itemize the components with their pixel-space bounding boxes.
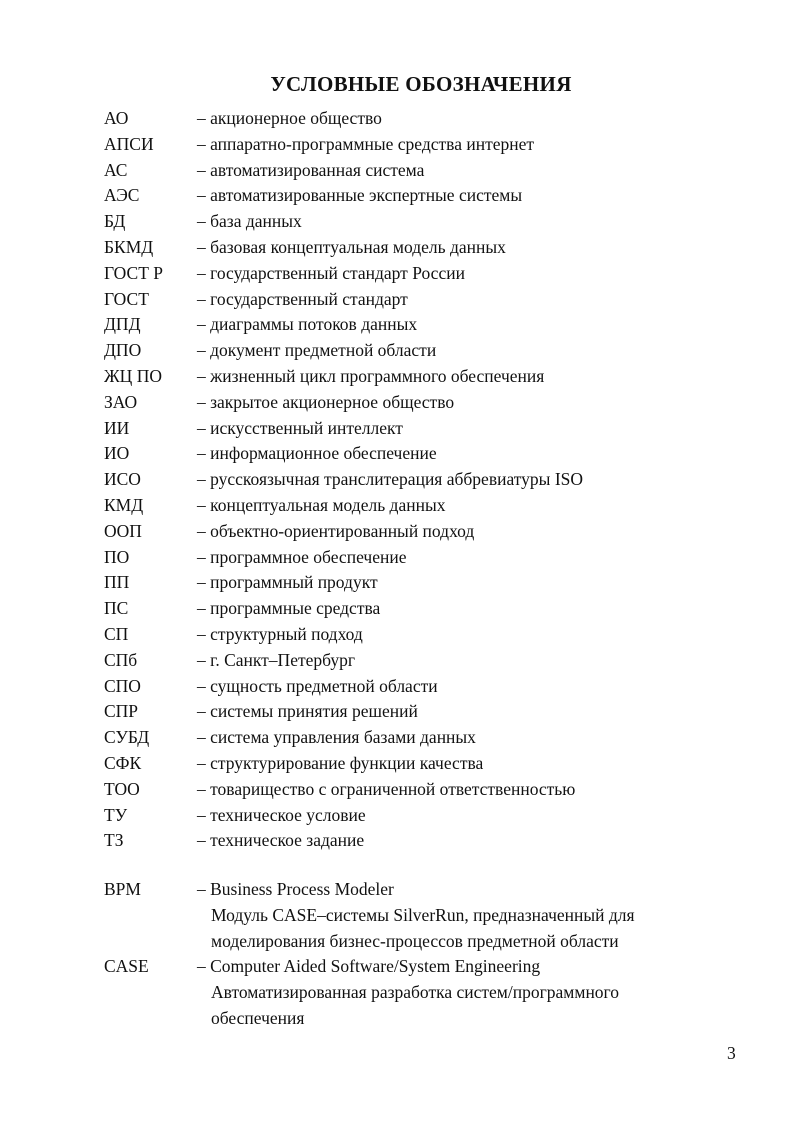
abbreviation-definition: – товарищество с ограниченной ответственностью: [197, 778, 576, 799]
abbreviation-definition: – базовая концептуальная модель данных: [197, 236, 506, 257]
abbreviation-term: ТОО: [104, 778, 140, 799]
abbreviation-definition: – диаграммы потоков данных: [197, 314, 418, 335]
english-term: CASE: [104, 956, 149, 977]
abbreviation-term: ТУ: [104, 804, 128, 825]
english-term-entry: [104, 954, 724, 1031]
abbreviation-term: АЭС: [104, 185, 140, 206]
english-term-entry: [104, 877, 724, 954]
abbreviation-term: АС: [104, 159, 128, 180]
abbreviation-row: [104, 287, 724, 313]
abbreviation-term: ТЗ: [104, 830, 124, 851]
abbreviation-row: [104, 648, 724, 674]
abbreviation-definition: – государственный стандарт России: [197, 262, 465, 283]
abbreviation-row: [104, 622, 724, 648]
abbreviation-definition: – автоматизированные экспертные системы: [197, 185, 523, 206]
abbreviation-row: [104, 725, 724, 751]
abbreviation-definition: – сущность предметной области: [197, 675, 438, 696]
abbreviation-term: БД: [104, 211, 126, 232]
abbreviation-term: СПО: [104, 675, 141, 696]
abbreviation-row: [104, 493, 724, 519]
abbreviation-row: [104, 545, 724, 571]
abbreviation-term: ПО: [104, 546, 130, 567]
abbreviation-definition: – структурный подход: [197, 623, 363, 644]
abbreviation-definition: – русскоязычная транслитерация аббревиатуры ISO: [197, 469, 584, 490]
abbreviation-term: ГОСТ: [104, 288, 149, 309]
english-term-description: Автоматизированная разработка систем/программного обеспечения: [211, 982, 620, 1028]
abbreviation-row: [104, 828, 724, 854]
abbreviation-term: БКМД: [104, 236, 154, 257]
abbreviation-row: [104, 803, 724, 829]
abbreviation-row: [104, 183, 724, 209]
english-term-expansion: – Computer Aided Software/System Engineering: [197, 956, 541, 977]
english-term-body: [197, 954, 724, 1031]
abbreviation-definition: – государственный стандарт: [197, 288, 408, 309]
english-term-expansion: – Business Process Modeler: [197, 879, 394, 899]
abbreviation-term: СУБД: [104, 727, 150, 748]
english-term: BPM: [104, 879, 141, 899]
abbreviation-term: СПб: [104, 649, 138, 670]
abbreviation-row: [104, 364, 724, 390]
abbreviation-term: ПС: [104, 598, 129, 619]
abbreviation-definition: – документ предметной области: [197, 340, 437, 361]
abbreviation-term: ООП: [104, 520, 142, 541]
abbreviation-term: ЗАО: [104, 391, 138, 412]
abbreviation-row: [104, 467, 724, 493]
abbreviation-row: [104, 777, 724, 803]
abbreviation-definition: – программные средства: [197, 598, 381, 619]
abbreviation-definition: – система управления базами данных: [197, 727, 476, 748]
abbreviation-definition: – информационное обеспечение: [197, 443, 437, 464]
abbreviation-row: [104, 261, 724, 287]
abbreviation-definition: – программное обеспечение: [197, 546, 407, 567]
abbreviation-term: СФК: [104, 752, 142, 773]
abbreviation-definition: – закрытое акционерное общество: [197, 391, 455, 412]
abbreviation-definition: – г. Санкт–Петербург: [197, 649, 356, 670]
abbreviation-row: [104, 416, 724, 442]
english-term-list: [104, 877, 724, 1032]
page-number: 3: [727, 1043, 736, 1063]
abbreviation-definition: – искусственный интеллект: [197, 417, 403, 438]
abbreviation-term: СПР: [104, 701, 139, 722]
abbreviation-definition: – автоматизированная система: [197, 159, 425, 180]
abbreviation-row: [104, 235, 724, 261]
english-term-body: [197, 877, 724, 954]
abbreviation-term: АПСИ: [104, 133, 154, 154]
abbreviation-term: СП: [104, 623, 129, 644]
abbreviation-definition: – объектно-ориентированный подход: [197, 520, 475, 541]
abbreviation-row: [104, 158, 724, 184]
abbreviation-definition: – техническое задание: [197, 830, 365, 851]
abbreviation-row: [104, 519, 724, 545]
abbreviation-row: [104, 312, 724, 338]
abbreviation-row: [104, 570, 724, 596]
english-term-description: Модуль CASE–системы SilverRun, предназначенный для моделирования бизнес-процессов предметной области: [211, 904, 635, 951]
abbreviation-definition: – база данных: [197, 211, 302, 232]
abbreviation-row: [104, 751, 724, 777]
abbreviation-row: [104, 699, 724, 725]
abbreviation-definition: – акционерное общество: [197, 108, 382, 128]
abbreviation-term: ДПО: [104, 340, 142, 361]
abbreviation-term: ЖЦ ПО: [104, 365, 162, 386]
abbreviation-list: [104, 106, 724, 854]
abbreviation-definition: – аппаратно-программные средства интернет: [197, 133, 535, 154]
abbreviation-term: ПП: [104, 572, 130, 593]
abbreviation-definition: – структурирование функции качества: [197, 752, 484, 773]
abbreviation-term: КМД: [104, 494, 144, 515]
abbreviation-term: ИСО: [104, 469, 141, 490]
abbreviation-definition: – концептуальная модель данных: [197, 494, 446, 515]
abbreviation-row: [104, 106, 724, 132]
abbreviation-definition: – системы принятия решений: [197, 701, 418, 722]
abbreviation-definition: – программный продукт: [197, 572, 378, 593]
abbreviation-definition: – жизненный цикл программного обеспечения: [197, 365, 545, 386]
abbreviation-definition: – техническое условие: [197, 804, 366, 825]
abbreviation-row: [104, 209, 724, 235]
abbreviation-row: [104, 596, 724, 622]
abbreviation-term: ДПД: [104, 314, 141, 335]
abbreviation-term: ИО: [104, 443, 130, 464]
abbreviation-row: [104, 338, 724, 364]
abbreviation-row: [104, 132, 724, 158]
abbreviation-term: АО: [104, 108, 129, 128]
page-title: УСЛОВНЫЕ ОБОЗНАЧЕНИЯ: [270, 72, 572, 96]
abbreviation-row: [104, 674, 724, 700]
abbreviation-term: ИИ: [104, 417, 130, 438]
abbreviation-row: [104, 390, 724, 416]
abbreviation-term: ГОСТ Р: [104, 262, 164, 283]
abbreviation-row: [104, 441, 724, 467]
